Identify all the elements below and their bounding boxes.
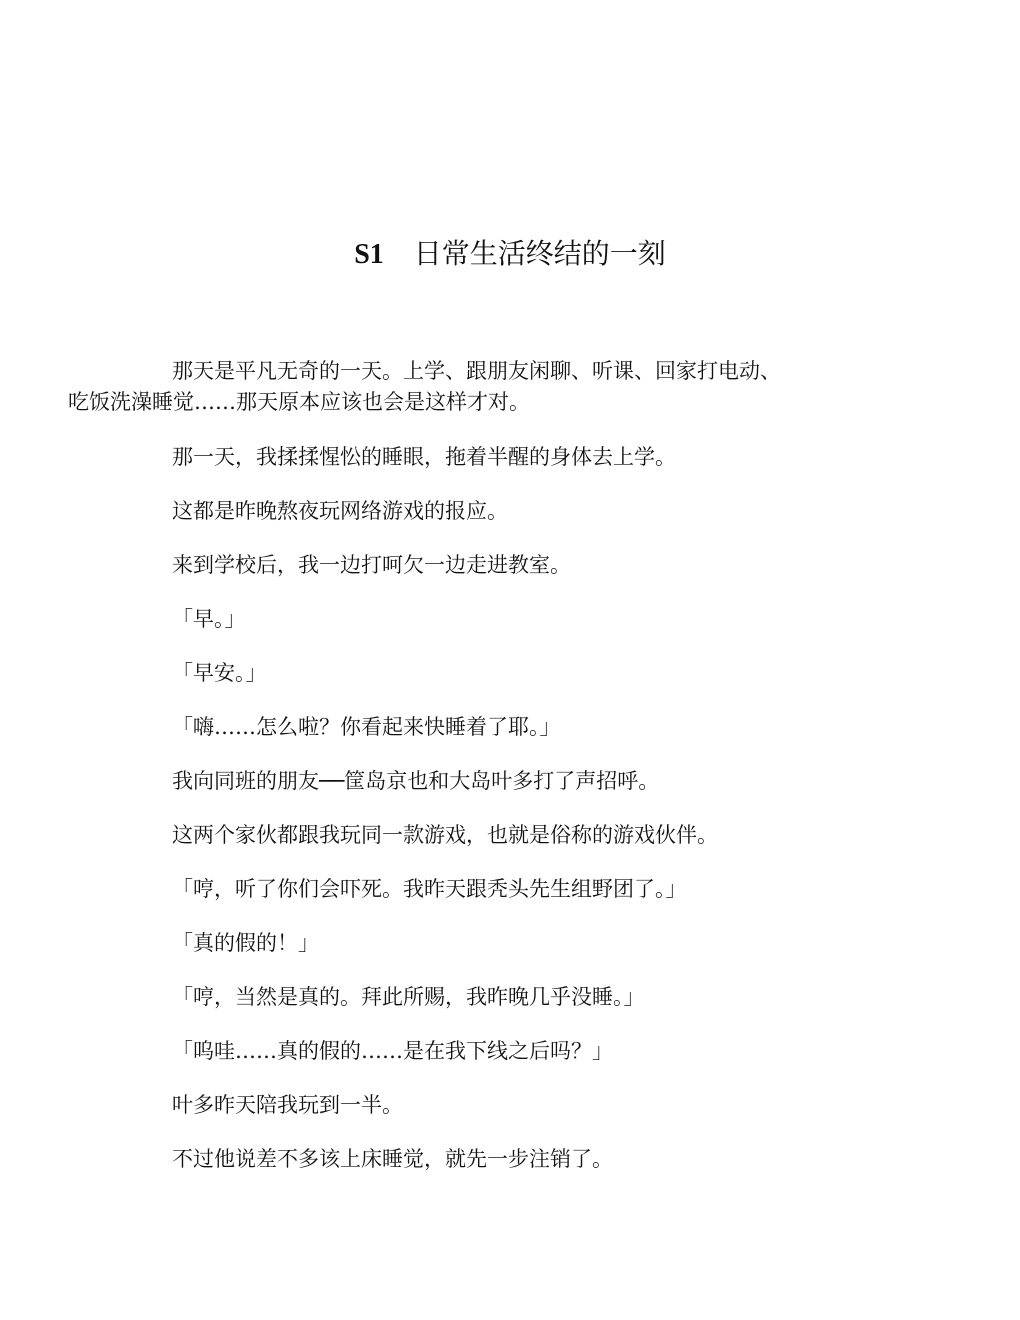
dialogue-line: 「嗨……怎么啦？你看起来快睡着了耶。」 — [172, 715, 561, 739]
chapter-number: S1 — [354, 239, 384, 270]
body-text — [68, 356, 900, 1196]
chapter-title: 日常生活终结的一刻 — [413, 237, 666, 270]
paragraph-line: 吃饭洗澡睡觉……那天原本应该也会是这样才对。 — [68, 390, 530, 414]
paragraph: 来到学校后，我一边打呵欠一边走进教室。 — [172, 553, 571, 577]
paragraph: 这两个家伙都跟我玩同一款游戏，也就是俗称的游戏伙伴。 — [172, 823, 718, 847]
dialogue-line: 「哼，听了你们会吓死。我昨天跟秃头先生组野团了。」 — [172, 877, 687, 901]
dialogue-line: 「呜哇……真的假的……是在我下线之后吗？」 — [172, 1039, 613, 1063]
dialogue-line: 「哼，当然是真的。拜此所赐，我昨晚几乎没睡。」 — [172, 985, 645, 1009]
dialogue-line: 「真的假的！」 — [172, 931, 319, 955]
paragraph: 我向同班的朋友──筐岛京也和大岛叶多打了声招呼。 — [172, 769, 660, 793]
dialogue-line: 「早。」 — [172, 607, 246, 631]
paragraph: 那一天，我揉揉惺忪的睡眼，拖着半醒的身体去上学。 — [172, 445, 676, 469]
paragraph-line: 那天是平凡无奇的一天。上学、跟朋友闲聊、听课、回家打电动、 — [172, 359, 781, 383]
paragraph — [68, 356, 900, 418]
paragraph: 叶多昨天陪我玩到一半。 — [172, 1093, 403, 1117]
paragraph: 这都是昨晚熬夜玩网络游戏的报应。 — [172, 499, 508, 523]
chapter-heading — [0, 234, 1020, 275]
dialogue-line: 「早安。」 — [172, 661, 267, 685]
paragraph: 不过他说差不多该上床睡觉，就先一步注销了。 — [172, 1147, 613, 1171]
